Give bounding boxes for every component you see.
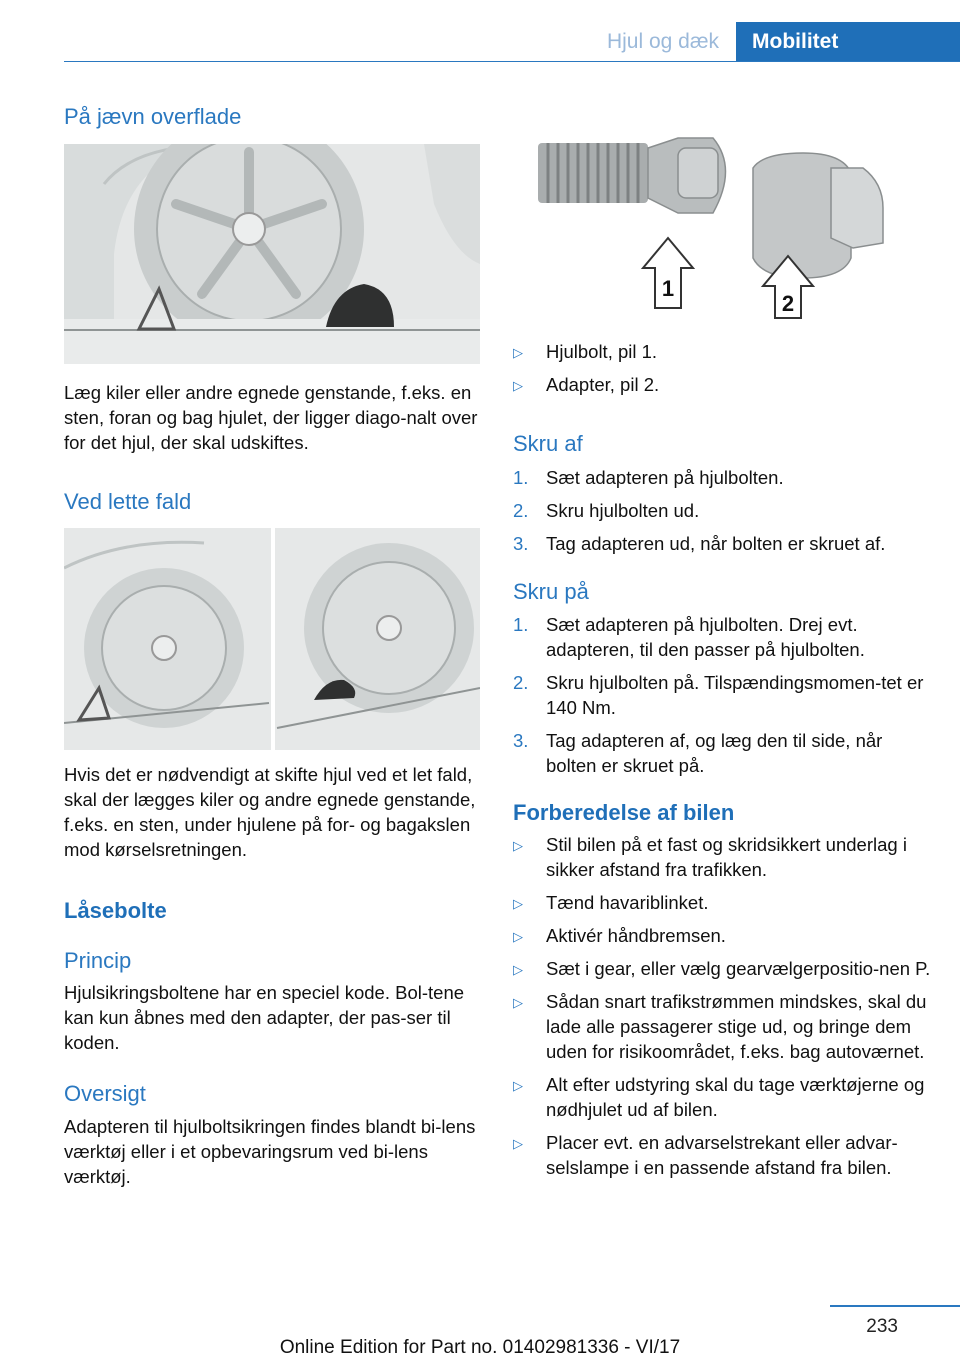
list-item: 1. Sæt adapteren på hjulbolten. Drej evt. adapteren, til den passer på hjulbolten.	[513, 614, 865, 660]
triangle-bullet-icon: ▷	[513, 378, 523, 393]
page-number: 233	[866, 1316, 898, 1337]
header-rule	[64, 61, 960, 62]
heading-slope: Ved lette fald	[64, 489, 192, 514]
section-tab: Hjul og dæk	[606, 30, 720, 53]
list-item: 2. Skru hjulbolten på. Tilspændingsmomen-tet er 140 Nm.	[513, 672, 924, 718]
triangle-bullet-icon: ▷	[513, 995, 523, 1010]
paragraph-principle: Hjulsikringsboltene har en speciel kode. Bol-tene kan kun åbnes med den adapter, der pas-ser til koden.	[64, 982, 465, 1053]
triangle-bullet-icon: ▷	[513, 345, 523, 360]
arrow-label-2: 2	[781, 291, 795, 316]
list-item: ▷ Hjulbolt, pil 1.	[513, 339, 933, 364]
triangle-bullet-icon: ▷	[513, 1078, 523, 1093]
figure-bolt-adapter	[513, 128, 929, 326]
screw-steps	[513, 612, 933, 786]
list-item: ▷ Aktivér håndbremsen.	[513, 923, 933, 948]
prepare-steps	[513, 832, 933, 1188]
list-item: ▷ Placer evt. en advarselstrekant eller advar-selslampe i en passende afstand fra bilen.	[513, 1132, 898, 1178]
list-item: ▷ Sæt i gear, eller vælg gearvælgerpositio-nen P.	[513, 956, 933, 981]
unscrew-steps	[513, 465, 933, 564]
list-item: ▷ Adapter, pil 2.	[513, 372, 933, 397]
heading-lock-bolts: Låsebolte	[64, 898, 167, 923]
paragraph-slope: Hvis det er nødvendigt at skifte hjul ved et let fald, skal der lægges kiler og andre egnede genstande, f.eks. en sten, under hjulene på for- og bagakslen mod kørselsretningen.	[64, 764, 476, 860]
list-item: 3. Tag adapteren af, og læg den til side, når bolten er skruet på.	[513, 730, 883, 776]
heading-screw-on: Skru på	[513, 579, 589, 604]
triangle-bullet-icon: ▷	[513, 962, 523, 977]
heading-overview: Oversigt	[64, 1081, 146, 1106]
figure-wheel-slope	[64, 528, 480, 750]
heading-unscrew: Skru af	[513, 431, 583, 456]
list-item: ▷ Stil bilen på et fast og skridsikkert underlag i sikker afstand fra trafikken.	[513, 834, 907, 880]
page-header	[0, 0, 960, 62]
triangle-bullet-icon: ▷	[513, 929, 523, 944]
figure-legend	[513, 339, 933, 405]
figure-wheel-flat	[64, 144, 480, 364]
list-item: 3. Tag adapteren ud, når bolten er skruet af.	[513, 533, 886, 554]
paragraph-overview: Adapteren til hjulboltsikringen findes blandt bi-lens værktøj eller i et opbevaringsrum ved bi-lens værktøj.	[64, 1116, 476, 1187]
list-item: ▷ Sådan snart trafikstrømmen mindskes, skal du lade alle passagerer stige ud, og bringe dem uden for risikoområdet, f.eks. bag autoværnet.	[513, 991, 927, 1062]
chapter-tab: Mobilitet	[736, 22, 960, 62]
heading-even-surface: På jævn overflade	[64, 104, 242, 129]
triangle-bullet-icon: ▷	[513, 896, 523, 911]
list-item: 1. Sæt adapteren på hjulbolten.	[513, 467, 784, 488]
heading-principle: Princip	[64, 948, 132, 973]
triangle-bullet-icon: ▷	[513, 838, 523, 853]
list-item: ▷ Alt efter udstyring skal du tage værktøjerne og nødhjulet ud af bilen.	[513, 1074, 925, 1120]
paragraph-even-surface: Læg kiler eller andre egnede genstande, f.eks. en sten, foran og bag hjulet, der ligger diago-nalt over for det hjul, der skal udskiftes.	[64, 382, 478, 453]
arrow-label-1: 1	[661, 276, 675, 301]
edition-note: Online Edition for Part no. 01402981336 - VI/17	[279, 1337, 681, 1358]
footer-rule	[830, 1305, 960, 1307]
list-item: 2. Skru hjulbolten ud.	[513, 500, 700, 521]
triangle-bullet-icon: ▷	[513, 1136, 523, 1151]
heading-prepare-car: Forberedelse af bilen	[513, 800, 735, 825]
list-item: ▷ Tænd havariblinket.	[513, 890, 933, 915]
